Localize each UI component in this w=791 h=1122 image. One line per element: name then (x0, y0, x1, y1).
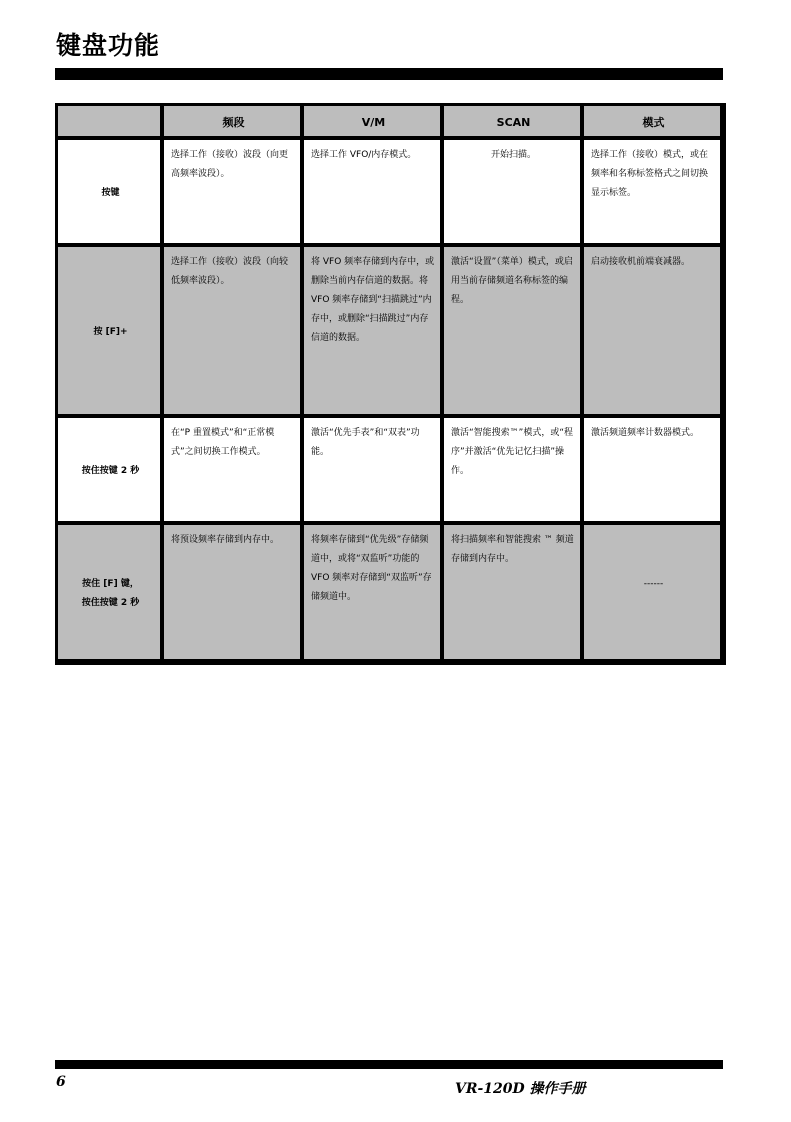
table-cell (584, 418, 725, 525)
table-row (57, 525, 725, 664)
table-cell (584, 247, 725, 418)
footer-title: VR-120D 操作手册 (455, 1081, 586, 1097)
cell-text: 在“P 重置模式”和“正常模式”之间切换工作模式。 (171, 428, 275, 457)
footer-rule (55, 1060, 723, 1069)
row-label: 按 [F]+ (57, 247, 164, 418)
page-number: 6 (56, 1074, 66, 1090)
header-corner (57, 105, 164, 140)
cell-text: 激活“优先手表”和“双表”功能。 (311, 428, 420, 457)
cell-text: 开始扫描。 (490, 150, 536, 160)
header-band: 频段 (164, 105, 304, 140)
table-cell (164, 525, 304, 664)
table-cell (304, 247, 444, 418)
table-row (57, 140, 725, 247)
keyboard-function-table (55, 103, 726, 665)
row-label: 按住按键 2 秒 (57, 418, 164, 525)
header-mode: 模式 (584, 105, 725, 140)
table-cell (584, 140, 725, 247)
cell-text: 激活频道频率计数器模式。 (591, 428, 700, 438)
table-row (57, 247, 725, 418)
row-label-line: 按住按键 2 秒 (81, 597, 140, 608)
cell-text: 将扫描频率和智能搜索 ™ 频道存储到内存中。 (451, 535, 574, 564)
cell-text: 选择工作 VFO/内存模式。 (311, 150, 417, 160)
cell-text: 将预设频率存储到内存中。 (171, 535, 280, 545)
cell-text: 选择工作（接收）模式，或在频率和名称标签格式之间切换显示标签。 (591, 150, 709, 198)
table-cell (304, 418, 444, 525)
row-label: 按键 (57, 140, 164, 247)
table-row (57, 418, 725, 525)
table-cell (444, 418, 584, 525)
table-cell (444, 247, 584, 418)
row-label (57, 525, 164, 664)
cell-text: 选择工作（接收）波段（向较低频率波段）。 (171, 257, 289, 286)
table-header-row (57, 105, 725, 140)
table-cell (164, 140, 304, 247)
table-cell (584, 525, 725, 664)
cell-text: 将频率存储到“优先级”存储频道中，或将“双监听”功能的 VFO 频率对存储到“双监听”存储频道中。 (311, 535, 432, 602)
cell-text: ------ (643, 579, 664, 589)
table-cell (304, 525, 444, 664)
cell-text: 激活“设置”（菜单）模式，或启用当前存储频道名称标签的编程。 (451, 257, 573, 305)
header-vm: V/M (304, 105, 444, 140)
table-cell (304, 140, 444, 247)
header-rule (55, 68, 723, 80)
table-cell (164, 247, 304, 418)
table-cell (164, 418, 304, 525)
cell-text: 激活“智能搜索™”模式，或“程序”并激活“优先记忆扫描”操作。 (451, 428, 573, 476)
cell-text: 将 VFO 频率存储到内存中，或删除当前内存信道的数据。将 VFO 频率存储到“扫描跳过”内存中，或删除“扫描跳过”内存信道的数据。 (311, 257, 435, 343)
cell-text: 启动接收机前端衰减器。 (591, 257, 691, 267)
cell-text: 选择工作（接收）波段（向更高频率波段）。 (171, 150, 289, 179)
table-cell (444, 140, 584, 247)
row-label-line: 按住 [F] 键， (82, 578, 139, 589)
table-cell (444, 525, 584, 664)
page-title: 键盘功能 (56, 31, 161, 60)
header-scan: SCAN (444, 105, 584, 140)
